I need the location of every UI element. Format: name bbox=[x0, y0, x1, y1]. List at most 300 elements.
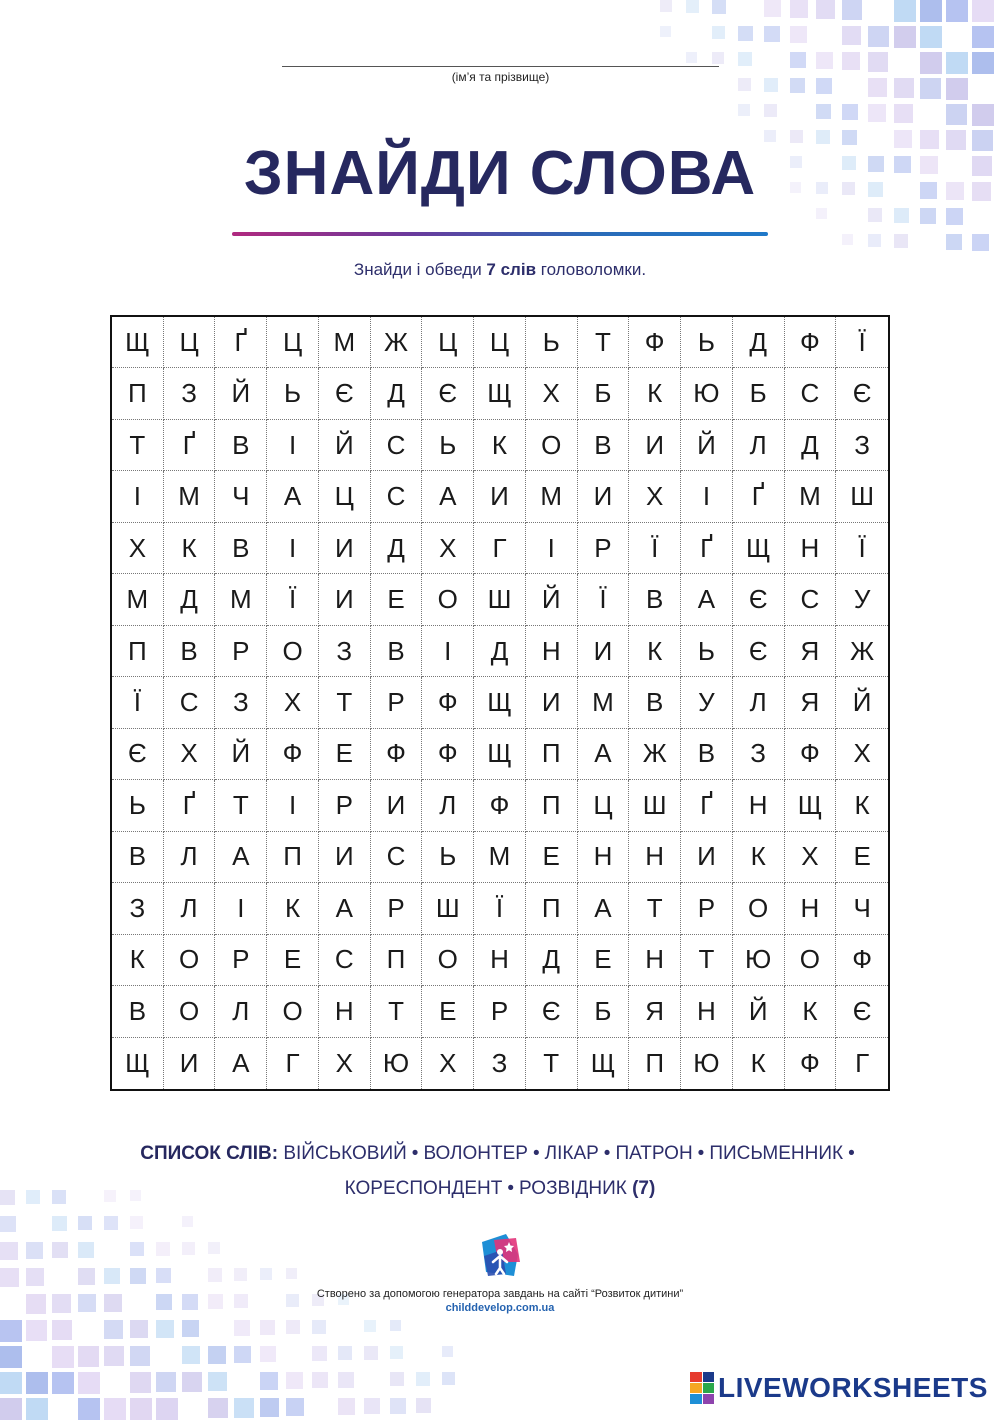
name-caption: (ім’я та прізвище) bbox=[451, 70, 550, 84]
grid-cell[interactable]: І bbox=[267, 420, 319, 471]
grid-cell[interactable]: Є bbox=[836, 368, 888, 419]
grid-cell[interactable]: Н bbox=[526, 626, 578, 677]
decorative-square bbox=[234, 1268, 247, 1281]
grid-cell[interactable]: Х bbox=[267, 677, 319, 728]
decorative-square bbox=[0, 1398, 22, 1420]
grid-cell[interactable]: Ц bbox=[578, 780, 630, 831]
grid-cell[interactable]: Р bbox=[371, 677, 423, 728]
grid-cell[interactable]: М bbox=[112, 574, 164, 625]
word-separator: • bbox=[532, 1143, 540, 1164]
grid-cell[interactable]: Л bbox=[164, 832, 216, 883]
grid-cell[interactable]: Ц bbox=[267, 317, 319, 368]
decorative-square bbox=[182, 1216, 193, 1227]
grid-cell[interactable]: С bbox=[371, 420, 423, 471]
decorative-square bbox=[416, 1372, 430, 1386]
grid-cell[interactable]: С bbox=[371, 832, 423, 883]
grid-cell[interactable]: Ц bbox=[164, 317, 216, 368]
decorative-square bbox=[946, 0, 968, 22]
grid-cell[interactable]: Ж bbox=[629, 729, 681, 780]
grid-cell[interactable]: П bbox=[112, 368, 164, 419]
grid-cell[interactable]: П bbox=[629, 1038, 681, 1089]
grid-cell[interactable]: О bbox=[526, 420, 578, 471]
decorative-square bbox=[442, 1346, 453, 1357]
grid-cell[interactable]: С bbox=[371, 471, 423, 522]
grid-cell[interactable]: Г bbox=[267, 1038, 319, 1089]
grid-cell[interactable]: И bbox=[474, 471, 526, 522]
grid-cell[interactable]: Н bbox=[785, 523, 837, 574]
grid-cell[interactable]: З bbox=[733, 729, 785, 780]
grid-cell[interactable]: О bbox=[422, 574, 474, 625]
grid-cell[interactable]: І bbox=[267, 523, 319, 574]
grid-cell[interactable]: Л bbox=[215, 986, 267, 1037]
grid-cell[interactable]: Ї bbox=[836, 523, 888, 574]
grid-cell[interactable]: А bbox=[422, 471, 474, 522]
grid-cell[interactable]: Є bbox=[112, 729, 164, 780]
grid-cell[interactable]: З bbox=[112, 883, 164, 934]
grid-cell[interactable]: Д bbox=[371, 523, 423, 574]
grid-cell[interactable]: И bbox=[526, 677, 578, 728]
grid-cell[interactable]: Ш bbox=[422, 883, 474, 934]
grid-cell[interactable]: Н bbox=[474, 935, 526, 986]
decorative-square bbox=[26, 1398, 48, 1420]
grid-cell[interactable]: В bbox=[215, 420, 267, 471]
grid-cell[interactable]: Є bbox=[526, 986, 578, 1037]
grid-cell[interactable]: Г bbox=[474, 523, 526, 574]
liveworksheets-brand[interactable] bbox=[690, 1370, 988, 1406]
grid-cell[interactable]: И bbox=[319, 574, 371, 625]
grid-cell[interactable]: Ї bbox=[836, 317, 888, 368]
grid-cell[interactable]: Я bbox=[785, 626, 837, 677]
grid-cell[interactable]: Ю bbox=[733, 935, 785, 986]
word-list-line-1 bbox=[100, 1136, 900, 1171]
grid-cell[interactable]: Й bbox=[526, 574, 578, 625]
decorative-square bbox=[972, 52, 994, 74]
grid-cell[interactable]: Л bbox=[733, 677, 785, 728]
grid-cell[interactable]: О bbox=[164, 935, 216, 986]
grid-cell[interactable]: Ї bbox=[474, 883, 526, 934]
decorative-square bbox=[156, 1320, 174, 1338]
grid-cell[interactable]: В bbox=[112, 832, 164, 883]
decorative-square bbox=[842, 234, 853, 245]
grid-cell[interactable]: І bbox=[526, 523, 578, 574]
grid-cell[interactable]: Ц bbox=[474, 317, 526, 368]
grid-cell[interactable]: Щ bbox=[474, 677, 526, 728]
grid-cell[interactable]: К bbox=[836, 780, 888, 831]
grid-cell[interactable]: Ї bbox=[112, 677, 164, 728]
grid-cell[interactable]: Н bbox=[733, 780, 785, 831]
instruction-post: головоломки. bbox=[536, 260, 647, 279]
grid-cell[interactable]: Ґ bbox=[215, 317, 267, 368]
grid-cell[interactable]: Ф bbox=[422, 677, 474, 728]
grid-cell[interactable]: М bbox=[319, 317, 371, 368]
grid-cell[interactable]: О bbox=[164, 986, 216, 1037]
grid-cell[interactable]: Ґ bbox=[164, 780, 216, 831]
grid-cell[interactable]: Н bbox=[629, 935, 681, 986]
decorative-square bbox=[0, 1216, 16, 1232]
grid-cell[interactable]: Х bbox=[785, 832, 837, 883]
grid-cell[interactable]: Т bbox=[371, 986, 423, 1037]
grid-cell[interactable]: У bbox=[681, 677, 733, 728]
grid-cell[interactable]: Щ bbox=[474, 368, 526, 419]
grid-cell[interactable]: Ц bbox=[422, 317, 474, 368]
decorative-square bbox=[790, 52, 806, 68]
decorative-square bbox=[390, 1372, 404, 1386]
grid-cell[interactable]: Х bbox=[422, 1038, 474, 1089]
decorative-square bbox=[416, 1398, 431, 1413]
grid-cell[interactable]: Е bbox=[836, 832, 888, 883]
decorative-square bbox=[894, 208, 909, 223]
decorative-square bbox=[816, 104, 831, 119]
decorative-square bbox=[816, 78, 832, 94]
decorative-square bbox=[130, 1242, 144, 1256]
grid-cell[interactable]: Х bbox=[526, 368, 578, 419]
grid-cell[interactable]: С bbox=[319, 935, 371, 986]
grid-cell[interactable]: Б bbox=[578, 368, 630, 419]
decorative-square bbox=[660, 26, 671, 37]
grid-cell[interactable]: М bbox=[785, 471, 837, 522]
grid-cell[interactable]: Є bbox=[319, 368, 371, 419]
grid-cell[interactable]: С bbox=[785, 574, 837, 625]
grid-cell[interactable]: Т bbox=[319, 677, 371, 728]
decorative-square bbox=[182, 1346, 200, 1364]
grid-cell[interactable]: Е bbox=[319, 729, 371, 780]
grid-cell[interactable]: Ф bbox=[371, 729, 423, 780]
grid-cell[interactable]: Й bbox=[733, 986, 785, 1037]
decorative-square bbox=[842, 26, 861, 45]
grid-cell[interactable]: З bbox=[215, 677, 267, 728]
instruction bbox=[0, 260, 1000, 280]
grid-cell[interactable]: Ї bbox=[267, 574, 319, 625]
grid-cell[interactable]: З bbox=[319, 626, 371, 677]
grid-cell[interactable]: Х bbox=[629, 471, 681, 522]
grid-cell[interactable]: Д bbox=[526, 935, 578, 986]
grid-cell[interactable]: М bbox=[474, 832, 526, 883]
word-list-item: РОЗВІДНИК bbox=[519, 1178, 627, 1199]
word-separator: • bbox=[697, 1143, 705, 1164]
word-list-item: ВОЛОНТЕР bbox=[423, 1143, 528, 1164]
decorative-square bbox=[390, 1398, 406, 1414]
grid-cell[interactable]: В bbox=[681, 729, 733, 780]
grid-cell[interactable]: Ф bbox=[267, 729, 319, 780]
grid-cell[interactable]: В bbox=[629, 574, 681, 625]
grid-cell[interactable]: Ж bbox=[371, 317, 423, 368]
grid-cell[interactable]: Й bbox=[319, 420, 371, 471]
grid-cell[interactable]: А bbox=[267, 471, 319, 522]
grid-cell[interactable]: З bbox=[164, 368, 216, 419]
grid-cell[interactable]: Д bbox=[164, 574, 216, 625]
decorative-square bbox=[972, 0, 994, 22]
grid-cell[interactable]: Н bbox=[319, 986, 371, 1037]
grid-cell[interactable]: И bbox=[319, 832, 371, 883]
grid-cell[interactable]: Ь bbox=[112, 780, 164, 831]
grid-cell[interactable]: Ж bbox=[836, 626, 888, 677]
decorative-square bbox=[104, 1216, 118, 1230]
decorative-square bbox=[26, 1320, 47, 1341]
grid-cell[interactable]: Ь bbox=[681, 317, 733, 368]
grid-cell[interactable]: Щ bbox=[785, 780, 837, 831]
grid-cell[interactable]: И bbox=[319, 523, 371, 574]
grid-cell[interactable]: Ь bbox=[422, 832, 474, 883]
grid-cell[interactable]: П bbox=[267, 832, 319, 883]
grid-cell[interactable]: Й bbox=[681, 420, 733, 471]
grid-cell[interactable]: С bbox=[164, 677, 216, 728]
grid-cell[interactable]: Ц bbox=[319, 471, 371, 522]
decorative-square bbox=[868, 78, 887, 97]
decorative-square bbox=[286, 1320, 300, 1334]
grid-cell[interactable]: Ґ bbox=[733, 471, 785, 522]
grid-cell[interactable]: Р bbox=[578, 523, 630, 574]
decorative-square bbox=[816, 208, 827, 219]
grid-cell[interactable]: Е bbox=[371, 574, 423, 625]
grid-cell[interactable]: Ї bbox=[629, 523, 681, 574]
decorative-square bbox=[946, 208, 963, 225]
decorative-square bbox=[364, 1346, 378, 1360]
grid-cell[interactable]: А bbox=[578, 883, 630, 934]
grid-cell[interactable]: О bbox=[733, 883, 785, 934]
decorative-square bbox=[130, 1372, 151, 1393]
decorative-square bbox=[26, 1242, 43, 1259]
grid-cell[interactable]: Т bbox=[629, 883, 681, 934]
decorative-square bbox=[364, 1320, 376, 1332]
grid-cell[interactable]: Й bbox=[215, 368, 267, 419]
grid-cell[interactable]: Ґ bbox=[164, 420, 216, 471]
grid-cell[interactable]: О bbox=[422, 935, 474, 986]
grid-cell[interactable]: Х bbox=[836, 729, 888, 780]
grid-cell[interactable]: Є bbox=[836, 986, 888, 1037]
grid-cell[interactable]: Ш bbox=[474, 574, 526, 625]
grid-cell[interactable]: Є bbox=[422, 368, 474, 419]
grid-cell[interactable]: Л bbox=[422, 780, 474, 831]
decorative-square bbox=[390, 1346, 403, 1359]
decorative-square bbox=[0, 1372, 22, 1394]
grid-cell[interactable]: Д bbox=[785, 420, 837, 471]
decorative-square bbox=[946, 52, 968, 74]
grid-cell[interactable]: Щ bbox=[733, 523, 785, 574]
grid-cell[interactable]: Ї bbox=[578, 574, 630, 625]
decorative-square bbox=[208, 1268, 222, 1282]
decorative-square bbox=[260, 1398, 279, 1417]
word-list-item: ЛІКАР bbox=[544, 1143, 599, 1164]
grid-cell[interactable]: Ю bbox=[371, 1038, 423, 1089]
grid-cell[interactable]: І bbox=[681, 471, 733, 522]
decorative-square bbox=[338, 1398, 355, 1415]
grid-cell[interactable]: Д bbox=[733, 317, 785, 368]
grid-cell[interactable]: Д bbox=[371, 368, 423, 419]
grid-cell[interactable]: Щ bbox=[112, 1038, 164, 1089]
grid-cell[interactable]: Р bbox=[681, 883, 733, 934]
grid-cell[interactable]: Т bbox=[681, 935, 733, 986]
grid-cell[interactable]: І bbox=[267, 780, 319, 831]
grid-cell[interactable]: П bbox=[526, 883, 578, 934]
grid-cell[interactable]: П bbox=[526, 780, 578, 831]
grid-cell[interactable]: Ф bbox=[785, 729, 837, 780]
grid-cell[interactable]: М bbox=[215, 574, 267, 625]
grid-cell[interactable]: И bbox=[578, 471, 630, 522]
word-list-item: КОРЕСПОНДЕНТ bbox=[344, 1178, 503, 1199]
grid-cell[interactable]: З bbox=[474, 1038, 526, 1089]
grid-cell[interactable]: М bbox=[526, 471, 578, 522]
grid-cell[interactable]: Е bbox=[526, 832, 578, 883]
decorative-square bbox=[442, 1372, 455, 1385]
grid-cell[interactable]: П bbox=[526, 729, 578, 780]
grid-cell[interactable]: Т bbox=[578, 317, 630, 368]
grid-cell[interactable]: Ф bbox=[629, 317, 681, 368]
grid-cell[interactable]: В bbox=[164, 626, 216, 677]
decorative-square bbox=[894, 104, 913, 123]
decorative-square bbox=[78, 1398, 100, 1420]
decorative-square bbox=[868, 52, 888, 72]
grid-cell[interactable]: К bbox=[164, 523, 216, 574]
grid-cell[interactable]: Е bbox=[578, 935, 630, 986]
grid-cell[interactable]: К bbox=[785, 986, 837, 1037]
grid-cell[interactable]: Ь bbox=[267, 368, 319, 419]
grid-cell[interactable]: Е bbox=[422, 986, 474, 1037]
grid-cell[interactable]: К bbox=[629, 626, 681, 677]
grid-cell[interactable]: П bbox=[371, 935, 423, 986]
grid-cell[interactable]: Ю bbox=[681, 368, 733, 419]
grid-cell[interactable]: Д bbox=[474, 626, 526, 677]
grid-cell[interactable]: Б bbox=[733, 368, 785, 419]
grid-cell[interactable]: К bbox=[733, 1038, 785, 1089]
decorative-square bbox=[104, 1320, 123, 1339]
grid-cell[interactable]: Щ bbox=[474, 729, 526, 780]
grid-cell[interactable]: Р bbox=[319, 780, 371, 831]
grid-cell[interactable]: Т bbox=[526, 1038, 578, 1089]
decorative-square bbox=[894, 26, 916, 48]
grid-cell[interactable]: Ч bbox=[215, 471, 267, 522]
grid-cell[interactable]: Щ bbox=[578, 1038, 630, 1089]
grid-cell[interactable]: О bbox=[267, 626, 319, 677]
grid-cell[interactable]: Ш bbox=[629, 780, 681, 831]
grid-cell[interactable]: В bbox=[578, 420, 630, 471]
grid-cell[interactable]: С bbox=[785, 368, 837, 419]
credit-url[interactable]: childdevelop.com.ua bbox=[445, 1302, 555, 1314]
grid-cell[interactable]: Ф bbox=[836, 935, 888, 986]
grid-cell[interactable]: Ф bbox=[785, 317, 837, 368]
grid-cell[interactable]: Ш bbox=[836, 471, 888, 522]
decorative-square bbox=[660, 0, 672, 12]
decorative-square bbox=[764, 78, 778, 92]
decorative-square bbox=[78, 1346, 99, 1367]
grid-cell[interactable]: Р bbox=[215, 935, 267, 986]
grid-cell[interactable]: А bbox=[681, 574, 733, 625]
decorative-square bbox=[764, 104, 777, 117]
grid-cell[interactable]: К bbox=[267, 883, 319, 934]
decorative-square bbox=[868, 208, 882, 222]
grid-cell[interactable]: Б bbox=[578, 986, 630, 1037]
grid-cell[interactable]: Е bbox=[267, 935, 319, 986]
childdevelop-logo bbox=[476, 1232, 524, 1280]
grid-cell[interactable]: В bbox=[215, 523, 267, 574]
grid-cell[interactable]: В bbox=[112, 986, 164, 1037]
grid-cell[interactable]: О bbox=[267, 986, 319, 1037]
grid-cell[interactable]: Ґ bbox=[681, 523, 733, 574]
grid-cell[interactable]: Х bbox=[422, 523, 474, 574]
grid-cell[interactable]: Н bbox=[578, 832, 630, 883]
grid-cell[interactable]: Й bbox=[215, 729, 267, 780]
grid-cell[interactable]: Ф bbox=[422, 729, 474, 780]
grid-cell[interactable]: Ю bbox=[681, 1038, 733, 1089]
grid-cell[interactable]: Ч bbox=[836, 883, 888, 934]
grid-cell[interactable]: А bbox=[215, 1038, 267, 1089]
grid-cell[interactable]: Ь bbox=[526, 317, 578, 368]
decorative-square bbox=[816, 0, 835, 19]
word-list-label: СПИСОК СЛІВ: bbox=[140, 1143, 279, 1164]
grid-cell[interactable]: Й bbox=[836, 677, 888, 728]
grid-cell[interactable]: Є bbox=[733, 626, 785, 677]
grid-cell[interactable]: З bbox=[836, 420, 888, 471]
instruction-pre: Знайди і обведи bbox=[353, 260, 487, 279]
grid-cell[interactable]: А bbox=[215, 832, 267, 883]
grid-cell[interactable]: А bbox=[319, 883, 371, 934]
word-separator: • bbox=[603, 1143, 611, 1164]
decorative-square bbox=[946, 104, 967, 125]
grid-cell[interactable]: Ь bbox=[681, 626, 733, 677]
grid-cell[interactable]: И bbox=[164, 1038, 216, 1089]
grid-cell[interactable]: К bbox=[474, 420, 526, 471]
grid-cell[interactable]: М bbox=[164, 471, 216, 522]
grid-cell[interactable]: Я bbox=[785, 677, 837, 728]
grid-cell[interactable]: Р bbox=[215, 626, 267, 677]
grid-cell[interactable]: У bbox=[836, 574, 888, 625]
grid-cell[interactable]: Х bbox=[319, 1038, 371, 1089]
grid-cell[interactable]: А bbox=[578, 729, 630, 780]
grid-cell[interactable]: К bbox=[733, 832, 785, 883]
grid-cell[interactable]: П bbox=[112, 626, 164, 677]
grid-cell[interactable]: Р bbox=[371, 883, 423, 934]
grid-cell[interactable]: Є bbox=[733, 574, 785, 625]
grid-cell[interactable]: Ф bbox=[474, 780, 526, 831]
grid-cell[interactable]: Х bbox=[164, 729, 216, 780]
grid-cell[interactable]: В bbox=[629, 677, 681, 728]
grid-cell[interactable]: Н bbox=[785, 883, 837, 934]
grid-cell[interactable]: Н bbox=[681, 986, 733, 1037]
word-list-item: ВІЙСЬКОВИЙ bbox=[283, 1143, 407, 1164]
decorative-square bbox=[0, 1190, 15, 1205]
grid-cell[interactable]: О bbox=[785, 935, 837, 986]
decorative-square bbox=[78, 1372, 100, 1394]
grid-cell[interactable]: Л bbox=[733, 420, 785, 471]
decorative-square bbox=[260, 1320, 275, 1335]
grid-cell[interactable]: Ф bbox=[785, 1038, 837, 1089]
grid-cell[interactable]: І bbox=[215, 883, 267, 934]
grid-cell[interactable]: Я bbox=[629, 986, 681, 1037]
grid-cell[interactable]: И bbox=[371, 780, 423, 831]
grid-cell[interactable]: Н bbox=[629, 832, 681, 883]
grid-cell[interactable]: Х bbox=[112, 523, 164, 574]
grid-cell[interactable]: И bbox=[681, 832, 733, 883]
grid-cell[interactable]: Р bbox=[474, 986, 526, 1037]
grid-cell[interactable]: К bbox=[112, 935, 164, 986]
grid-cell[interactable]: Г bbox=[855, 1047, 870, 1078]
decorative-square bbox=[234, 1398, 254, 1418]
grid-cell[interactable]: К bbox=[629, 368, 681, 419]
grid-cell[interactable]: И bbox=[578, 626, 630, 677]
grid-cell[interactable]: В bbox=[371, 626, 423, 677]
grid-cell[interactable]: Т bbox=[112, 420, 164, 471]
grid-cell[interactable]: М bbox=[578, 677, 630, 728]
grid-cell[interactable]: Л bbox=[164, 883, 216, 934]
grid-cell[interactable]: І bbox=[112, 471, 164, 522]
decorative-square bbox=[946, 78, 968, 100]
grid-cell[interactable]: Щ bbox=[112, 317, 164, 368]
grid-cell[interactable]: Ь bbox=[422, 420, 474, 471]
grid-cell[interactable]: І bbox=[422, 626, 474, 677]
word-separator: • bbox=[411, 1143, 419, 1164]
grid-cell[interactable]: Ґ bbox=[681, 780, 733, 831]
grid-cell[interactable]: И bbox=[629, 420, 681, 471]
grid-cell[interactable]: Т bbox=[215, 780, 267, 831]
